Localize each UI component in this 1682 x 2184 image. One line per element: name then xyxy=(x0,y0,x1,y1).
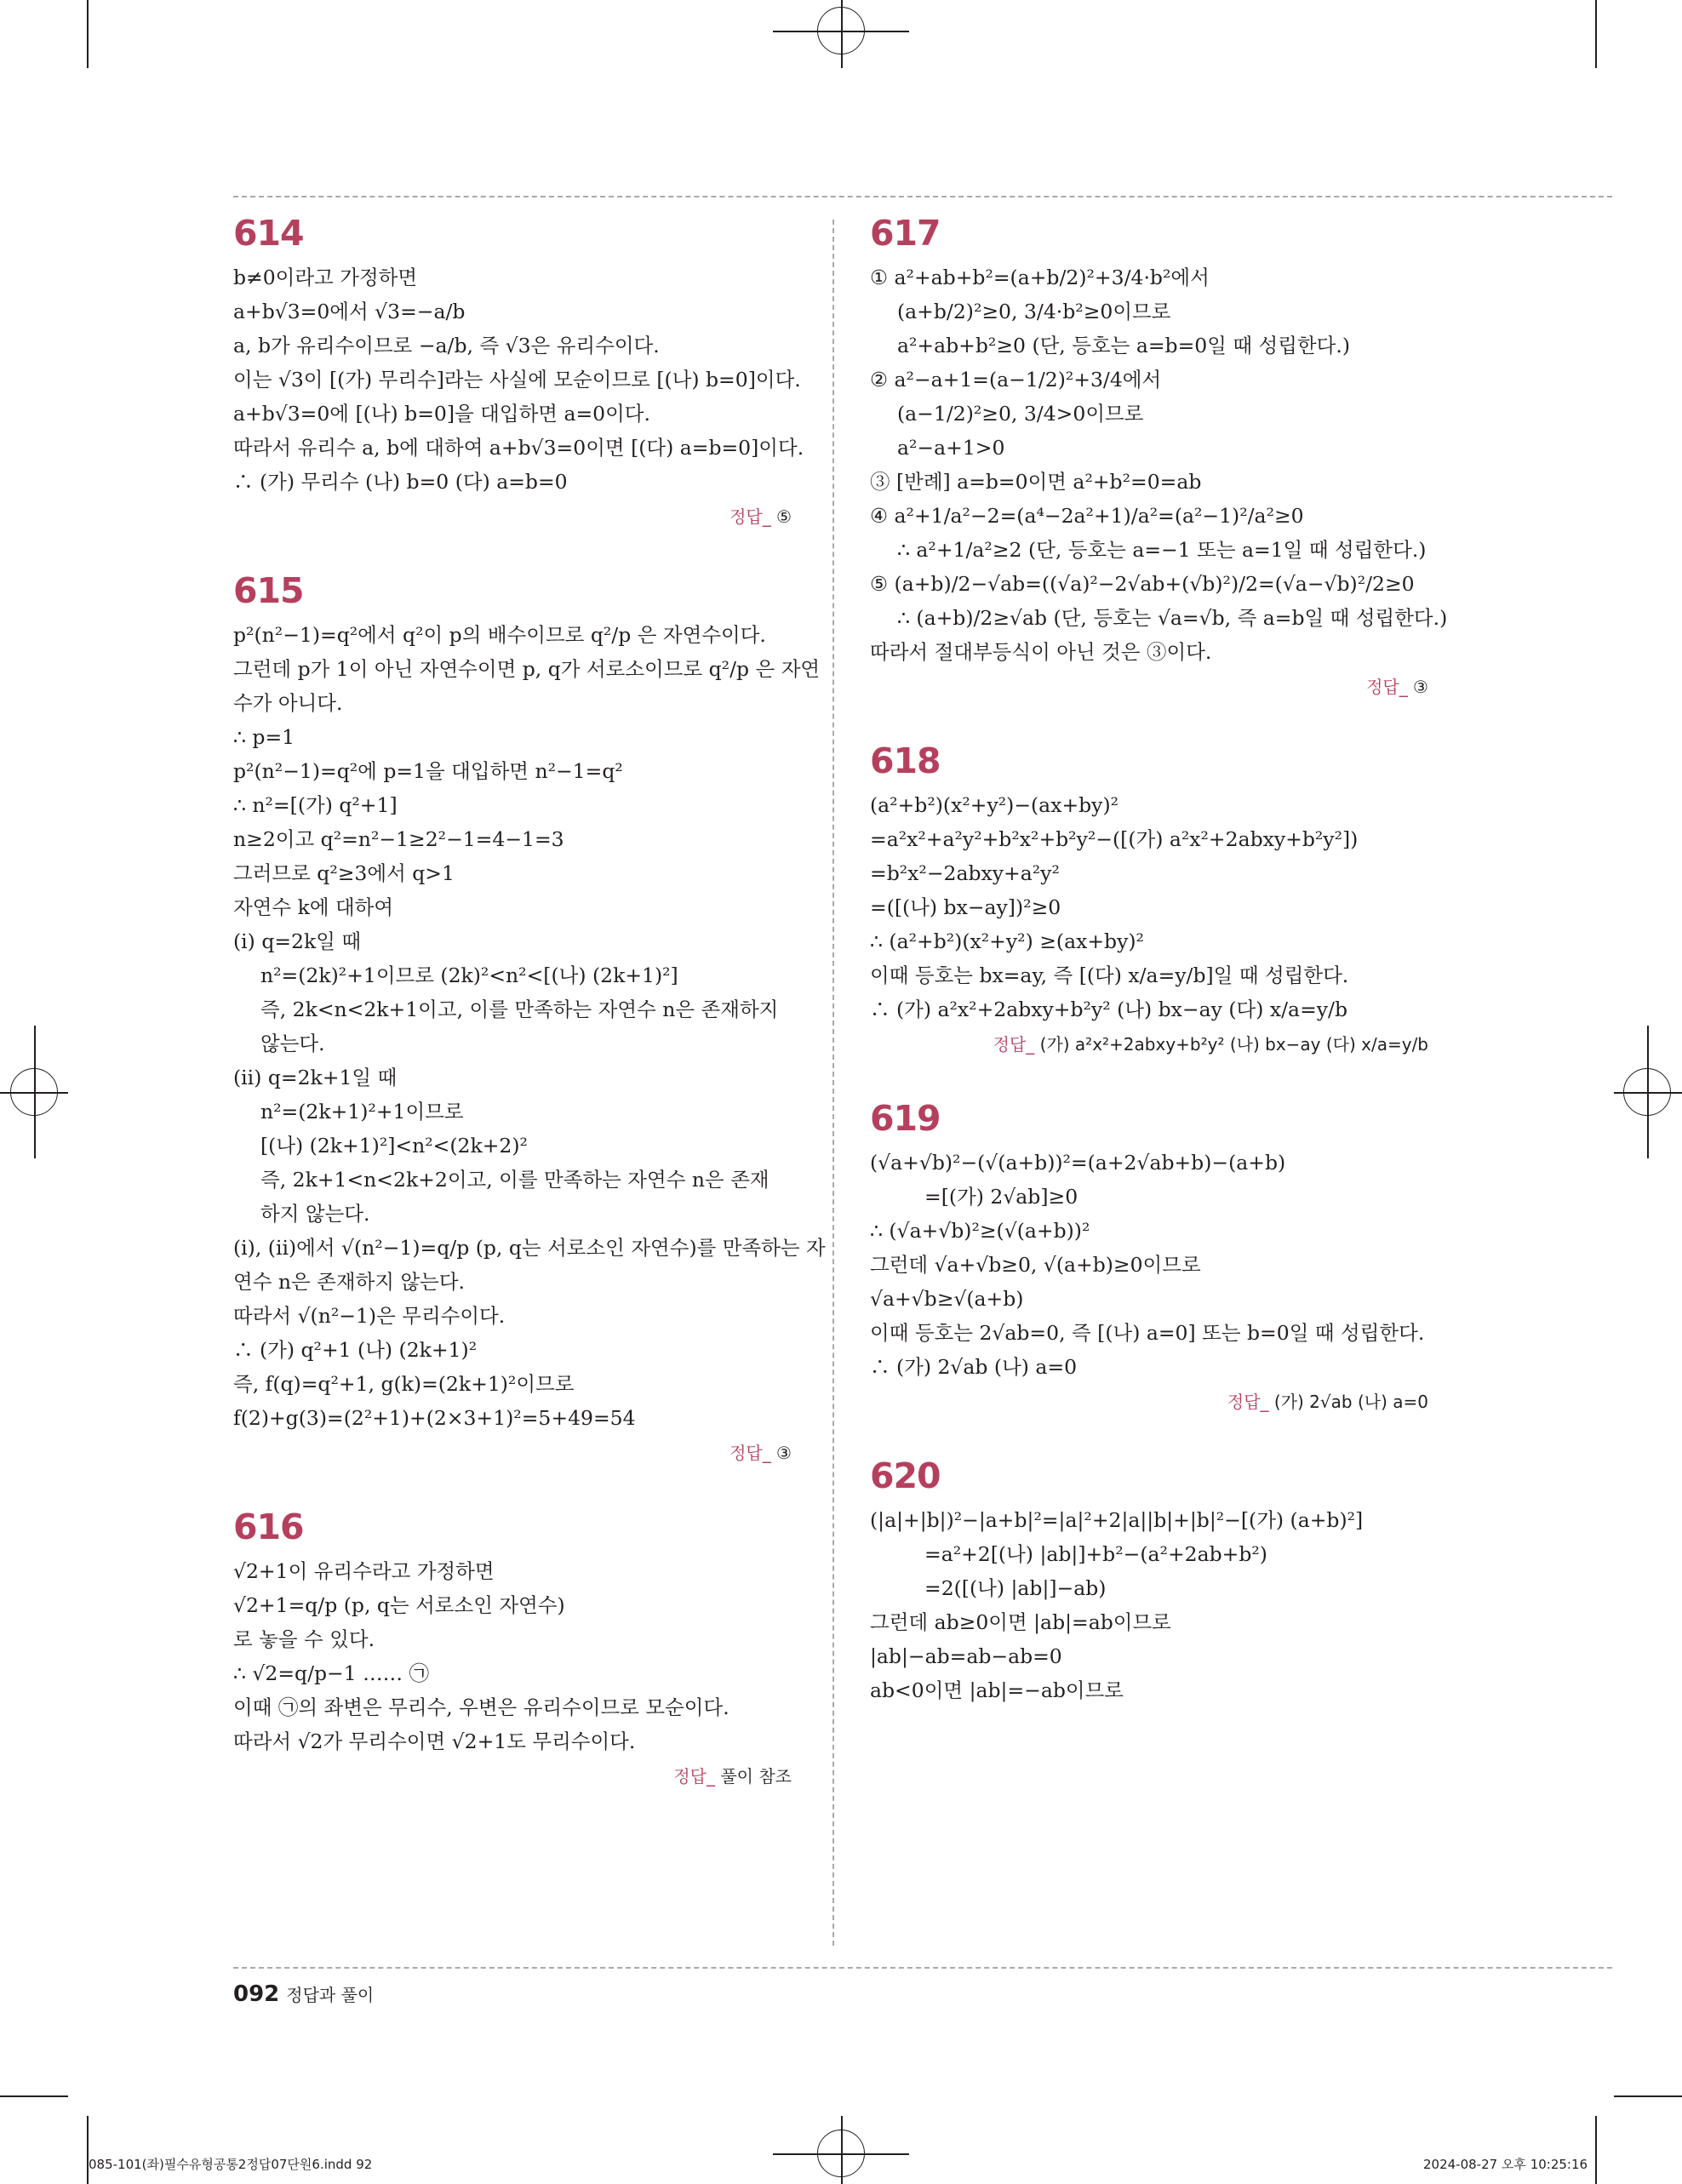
solution-line: ∴ (가) a²x²+2abxy+b²y² (나) bx−ay (다) x/a=y/b xyxy=(870,998,1347,1021)
solution-line: ② a²−a+1=(a−1/2)²+3/4에서 xyxy=(870,368,1162,392)
solution-line: 즉, 2k<n<2k+1이고, 이를 만족하는 자연수 n은 존재하지 xyxy=(260,998,779,1021)
solution-line: 이때 등호는 bx=ay, 즉 [(다) x/a=y/b]일 때 성립한다. xyxy=(870,963,1349,987)
solution-line: 그런데 p가 1이 아닌 자연수이면 p, q가 서로소이므로 q²/p 은 자연 xyxy=(233,657,821,681)
solution-line: 이때 등호는 2√ab=0, 즉 [(나) a=0] 또는 b=0일 때 성립한다. xyxy=(870,1321,1425,1345)
left-column xyxy=(233,213,826,1830)
solution-line: p²(n²−1)=q²에서 q²이 p의 배수이므로 q²/p 은 자연수이다. xyxy=(233,623,766,647)
solution-line: ∴ (√a+√b)²≥(√(a+b))² xyxy=(870,1219,1090,1243)
problem-block xyxy=(233,570,826,1467)
crop-mark xyxy=(1595,0,1597,68)
solution-line: (a−1/2)²≥0, 3/4>0이므로 xyxy=(897,402,1144,426)
problem-block xyxy=(870,740,1428,1059)
answer-line xyxy=(233,1762,792,1791)
solution-line: 그런데 √a+√b≥0, √(a+b)≥0이므로 xyxy=(870,1253,1201,1277)
print-slug-timestamp: 2024-08-27 오후 10:25:16 xyxy=(1423,2157,1588,2172)
solution-line: (a+b/2)²≥0, 3/4·b²≥0이므로 xyxy=(897,300,1171,323)
answer-label: 정답_ xyxy=(673,1766,715,1787)
solution-line: ③ [반례] a=b=0이면 a²+b²=0=ab xyxy=(870,470,1202,494)
problem-block xyxy=(233,1507,792,1791)
column-divider xyxy=(832,220,834,1946)
answer-line xyxy=(870,1030,1428,1059)
solution-line: √a+√b≥√(a+b) xyxy=(870,1287,1024,1311)
problem-block xyxy=(233,213,804,531)
solution-line: 따라서 유리수 a, b에 대하여 a+b√3=0이면 [(다) a=b=0]이다. xyxy=(233,436,804,460)
solution-line: 하지 않는다. xyxy=(260,1202,370,1226)
answer-value: ⑤ xyxy=(770,506,792,527)
problem-block xyxy=(870,213,1448,701)
solution-line: 수가 아니다. xyxy=(233,691,343,715)
answer-label: 정답_ xyxy=(1227,1392,1269,1412)
problem-number: 618 xyxy=(870,740,941,781)
solution-line: ∴ p=1 xyxy=(233,725,295,749)
top-dashed-rule xyxy=(233,196,1612,197)
answer-value: (가) a²x²+2abxy+b²y² (나) bx−ay (다) x/a=y/b xyxy=(1034,1034,1428,1055)
solution-line: ∴ (a²+b²)(x²+y²) ≥(ax+by)² xyxy=(870,929,1144,953)
page-footer xyxy=(233,1981,374,2007)
solution-line: (a²+b²)(x²+y²)−(ax+by)² xyxy=(870,793,1119,817)
answer-value: ③ xyxy=(770,1443,792,1463)
solution-line: a+b√3=0에서 √3=−a/b xyxy=(233,300,466,323)
solution-line: a, b가 유리수이므로 −a/b, 즉 √3은 유리수이다. xyxy=(233,334,660,357)
crop-mark xyxy=(1595,2116,1597,2184)
answer-line xyxy=(870,1387,1428,1416)
solution-line: ⑤ (a+b)/2−√ab=((√a)²−2√ab+(√b)²)/2=(√a−√b)²/2≥0 xyxy=(870,572,1415,596)
solution-line: a²−a+1>0 xyxy=(897,436,1005,460)
solution-line: 따라서 √(n²−1)은 무리수이다. xyxy=(233,1304,506,1328)
solution-line: ∴ n²=[(가) q²+1] xyxy=(233,793,398,817)
solution-line: ① a²+ab+b²=(a+b/2)²+3/4·b²에서 xyxy=(870,266,1210,289)
answer-line xyxy=(233,502,792,531)
solution-line: ∴ (가) q²+1 (나) (2k+1)² xyxy=(233,1338,478,1362)
right-column xyxy=(870,213,1448,1747)
registration-circle xyxy=(10,1068,58,1116)
solution-line: 즉, 2k+1<n<2k+2이고, 이를 만족하는 자연수 n은 존재 xyxy=(260,1168,769,1192)
solution-line: (√a+√b)²−(√(a+b))²=(a+2√ab+b)−(a+b) xyxy=(870,1151,1286,1175)
answer-line xyxy=(233,1438,792,1467)
solution-line: √2+1=q/p (p, q는 서로소인 자연수) xyxy=(233,1593,565,1617)
solution-line: (ⅰ) q=2k일 때 xyxy=(233,929,362,953)
answer-label: 정답_ xyxy=(729,506,771,527)
solution-line: a²+ab+b²≥0 (단, 등호는 a=b=0일 때 성립한다.) xyxy=(897,334,1350,357)
print-slug-filename: 085-101(좌)필수유형공통2정답07단원6.indd 92 xyxy=(89,2157,373,2172)
solution-line: [(나) (2k+1)²]<n²<(2k+2)² xyxy=(260,1134,528,1158)
solution-line: n²=(2k)²+1이므로 (2k)²<n²<[(나) (2k+1)²] xyxy=(260,963,678,987)
solution-line: ④ a²+1/a²−2=(a⁴−2a²+1)/a²=(a²−1)²/a²≥0 xyxy=(870,504,1304,528)
answer-value: ③ xyxy=(1407,677,1428,697)
registration-circle xyxy=(1623,1068,1671,1116)
solution-line: 그런데 ab≥0이면 |ab|=ab이므로 xyxy=(870,1610,1171,1634)
solution-line: =b²x²−2abxy+a²y² xyxy=(870,861,1060,885)
solution-line: 즉, f(q)=q²+1, g(k)=(2k+1)²이므로 xyxy=(233,1372,575,1396)
solution-line: f(2)+g(3)=(2²+1)+(2×3+1)²=5+49=54 xyxy=(233,1406,636,1430)
solution-line: ∴ a²+1/a²≥2 (단, 등호는 a=−1 또는 a=1일 때 성립한다.) xyxy=(897,538,1427,562)
answer-label: 정답_ xyxy=(1366,677,1408,697)
problem-number: 614 xyxy=(233,213,304,254)
solution-line: n²=(2k+1)²+1이므로 xyxy=(260,1100,464,1123)
crop-mark xyxy=(0,2095,68,2097)
solution-line: ∴ (a+b)/2≥√ab (단, 등호는 √a=√b, 즉 a=b일 때 성립한다.) xyxy=(897,606,1448,630)
crop-mark xyxy=(87,2116,89,2184)
solution-line: 않는다. xyxy=(260,1032,325,1055)
solution-line: (ⅱ) q=2k+1일 때 xyxy=(233,1066,398,1089)
solution-line: ∴ √2=q/p−1 …… ㉠ xyxy=(233,1661,430,1685)
solution-line: a+b√3=0에 [(나) b=0]을 대입하면 a=0이다. xyxy=(233,402,650,426)
problem-number: 620 xyxy=(870,1455,941,1496)
solution-line: 이때 ㉠의 좌변은 무리수, 우변은 유리수이므로 모순이다. xyxy=(233,1695,729,1719)
solution-line: =2([(나) |ab|]−ab) xyxy=(924,1576,1107,1600)
solution-line: 따라서 √2가 무리수이면 √2+1도 무리수이다. xyxy=(233,1729,636,1753)
solution-line: n≥2이고 q²=n²−1≥2²−1=4−1=3 xyxy=(233,827,564,851)
solution-line: =([(나) bx−ay])²≥0 xyxy=(870,895,1061,919)
answer-label: 정답_ xyxy=(729,1443,771,1463)
solution-line: p²(n²−1)=q²에 p=1을 대입하면 n²−1=q² xyxy=(233,759,623,783)
page-title: 정답과 풀이 xyxy=(286,1985,375,2005)
solution-line: =a²x²+a²y²+b²x²+b²y²−([(가) a²x²+2abxy+b²y²]) xyxy=(870,827,1359,851)
solution-line: 따라서 절대부등식이 아닌 것은 ③이다. xyxy=(870,640,1212,664)
solution-line: ∴ (가) 무리수 (나) b=0 (다) a=b=0 xyxy=(233,470,568,494)
answer-value: (가) 2√ab (나) a=0 xyxy=(1268,1392,1428,1412)
registration-circle xyxy=(817,7,865,54)
solution-line: =a²+2[(나) |ab|]+b²−(a²+2ab+b²) xyxy=(924,1542,1267,1566)
solution-line: ab<0이면 |ab|=−ab이므로 xyxy=(870,1678,1124,1702)
answer-label: 정답_ xyxy=(993,1034,1035,1055)
solution-line: |ab|−ab=ab−ab=0 xyxy=(870,1644,1062,1668)
problem-number: 619 xyxy=(870,1098,941,1139)
solution-line: (ⅰ), (ⅱ)에서 √(n²−1)=q/p (p, q는 서로소인 자연수)를 만족하는 자 xyxy=(233,1236,826,1260)
crop-mark xyxy=(1614,2095,1682,2097)
solution-line: 그러므로 q²≥3에서 q>1 xyxy=(233,861,455,885)
solution-line: (|a|+|b|)²−|a+b|²=|a|²+2|a||b|+|b|²−[(가) (a+b)²] xyxy=(870,1508,1364,1532)
solution-line: 로 놓을 수 있다. xyxy=(233,1627,375,1651)
solution-line: b≠0이라고 가정하면 xyxy=(233,266,418,289)
solution-line: 자연수 k에 대하여 xyxy=(233,895,394,919)
solution-line: ∴ (가) 2√ab (나) a=0 xyxy=(870,1355,1078,1379)
bottom-dashed-rule xyxy=(233,1967,1612,1969)
page-number: 092 xyxy=(233,1981,280,2007)
solution-line: √2+1이 유리수라고 가정하면 xyxy=(233,1559,495,1583)
problem-number: 616 xyxy=(233,1507,304,1547)
answer-value: 풀이 참조 xyxy=(715,1766,792,1787)
problem-block xyxy=(870,1098,1428,1416)
solution-line: 연수 n은 존재하지 않는다. xyxy=(233,1270,466,1294)
solution-line: 이는 √3이 [(가) 무리수]라는 사실에 모순이므로 [(나) b=0]이다. xyxy=(233,368,801,392)
crop-mark xyxy=(87,0,89,68)
solution-line: =[(가) 2√ab]≥0 xyxy=(924,1185,1078,1209)
answer-line xyxy=(870,672,1428,701)
problem-number: 617 xyxy=(870,213,941,254)
problem-block xyxy=(870,1455,1428,1707)
registration-circle xyxy=(817,2130,865,2177)
problem-number: 615 xyxy=(233,570,304,611)
